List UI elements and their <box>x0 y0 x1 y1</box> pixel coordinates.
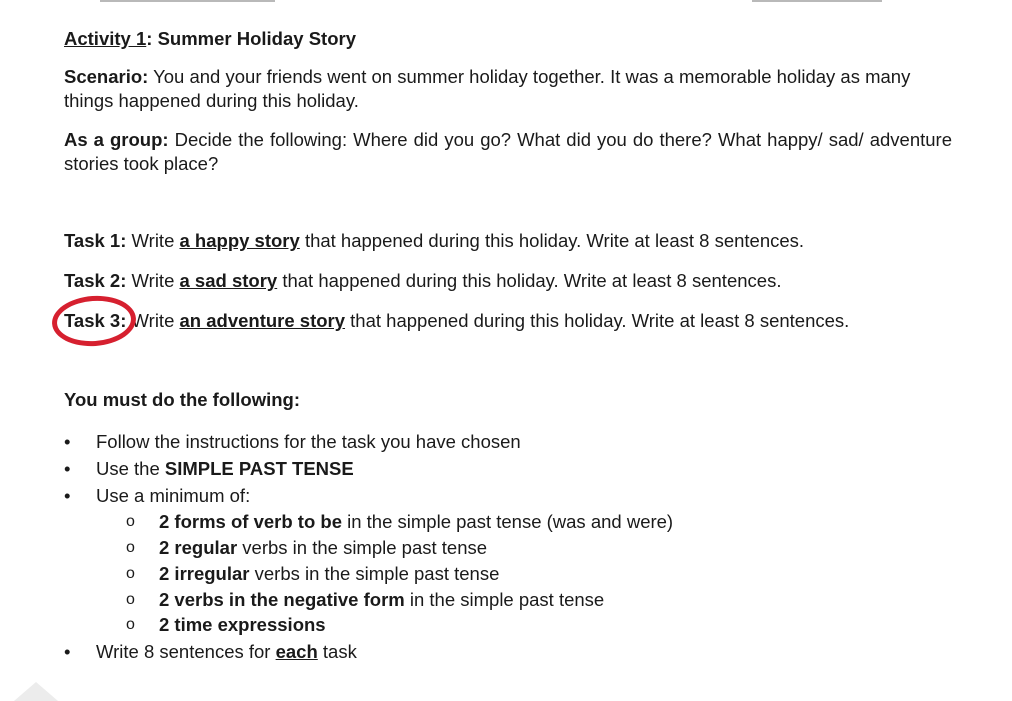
bullet-text: Write 8 sentences for <box>96 641 271 662</box>
scenario-text: You and your friends went on summer holiday together. It was a memorable holiday as many things happened during this holiday. <box>64 66 911 111</box>
task-pre: Write <box>131 310 175 331</box>
task-post: that happened during this holiday. Write at least 8 sentences. <box>350 310 850 331</box>
task-1 <box>64 230 804 252</box>
scenario-label: Scenario: <box>64 66 149 87</box>
group-label: As a group: <box>64 129 169 150</box>
scenario-paragraph <box>64 65 952 113</box>
activity-name: Summer Holiday Story <box>157 28 356 49</box>
task-label: Task 3: <box>64 310 127 331</box>
bullet-icon: • <box>64 641 71 662</box>
task-pre: Write <box>131 270 175 291</box>
sub-item-rest: in the simple past tense <box>409 589 605 610</box>
bullet-item-tense <box>96 458 354 480</box>
sub-item-rest: in the simple past tense (was and were) <box>347 511 674 532</box>
bullet-item-sentences <box>96 641 357 663</box>
task-post: that happened during this holiday. Write at least 8 sentences. <box>304 230 805 251</box>
bullet-text: Follow the instructions for the task you have chosen <box>96 431 521 452</box>
bullet-text-end: task <box>322 641 357 662</box>
task-story: a happy story <box>179 230 300 251</box>
sub-bullet-icon: o <box>126 513 135 530</box>
sub-item-verb-to-be <box>159 511 673 533</box>
sub-item-bold: 2 time expressions <box>159 614 326 635</box>
sub-item-bold: 2 verbs in the negative form <box>159 589 405 610</box>
activity-title <box>64 28 356 50</box>
bullet-emphasis: SIMPLE PAST TENSE <box>164 458 354 479</box>
requirements-heading <box>64 389 300 411</box>
task-post: that happened during this holiday. Write at least 8 sentences. <box>282 270 782 291</box>
sub-bullet-icon: o <box>126 539 135 556</box>
sub-item-time-expressions <box>159 614 326 636</box>
sub-bullet-icon: o <box>126 565 135 582</box>
corner-shadow <box>14 682 58 701</box>
bullet-text: Use a minimum of: <box>96 485 251 506</box>
task-pre: Write <box>131 230 175 251</box>
top-rule-right <box>752 0 882 2</box>
sub-item-bold: 2 forms of verb to be <box>159 511 342 532</box>
group-paragraph <box>64 128 952 176</box>
bullet-icon: • <box>64 485 71 506</box>
requirements-heading-text: You must do the following: <box>64 389 301 410</box>
sub-item-negative-form <box>159 589 604 611</box>
sub-bullet-icon: o <box>126 591 135 608</box>
task-label: Task 1: <box>64 230 127 251</box>
bullet-item-minimum <box>96 485 250 507</box>
task-story: a sad story <box>179 270 278 291</box>
sub-item-irregular-verbs <box>159 563 499 585</box>
bullet-item-instructions <box>96 431 521 453</box>
sub-item-bold: 2 irregular <box>159 563 250 584</box>
bullet-emphasis: each <box>275 641 318 662</box>
task-2 <box>64 270 781 292</box>
activity-label: Activity 1 <box>64 28 147 49</box>
bullet-icon: • <box>64 458 71 479</box>
activity-separator: : <box>146 28 158 49</box>
sub-bullet-icon: o <box>126 616 135 633</box>
top-rule-left <box>100 0 275 2</box>
task-story: an adventure story <box>179 310 346 331</box>
task-label: Task 2: <box>64 270 127 291</box>
task-3 <box>64 310 849 332</box>
bullet-icon: • <box>64 431 71 452</box>
group-text: Decide the following: Where did you go? What did you do there? What happy/ sad/ adventure stories took place? <box>64 129 953 174</box>
sub-item-rest: verbs in the simple past tense <box>242 537 488 558</box>
sub-item-bold: 2 regular <box>159 537 238 558</box>
sub-item-regular-verbs <box>159 537 487 559</box>
bullet-text: Use the <box>96 458 160 479</box>
sub-item-rest: verbs in the simple past tense <box>254 563 500 584</box>
